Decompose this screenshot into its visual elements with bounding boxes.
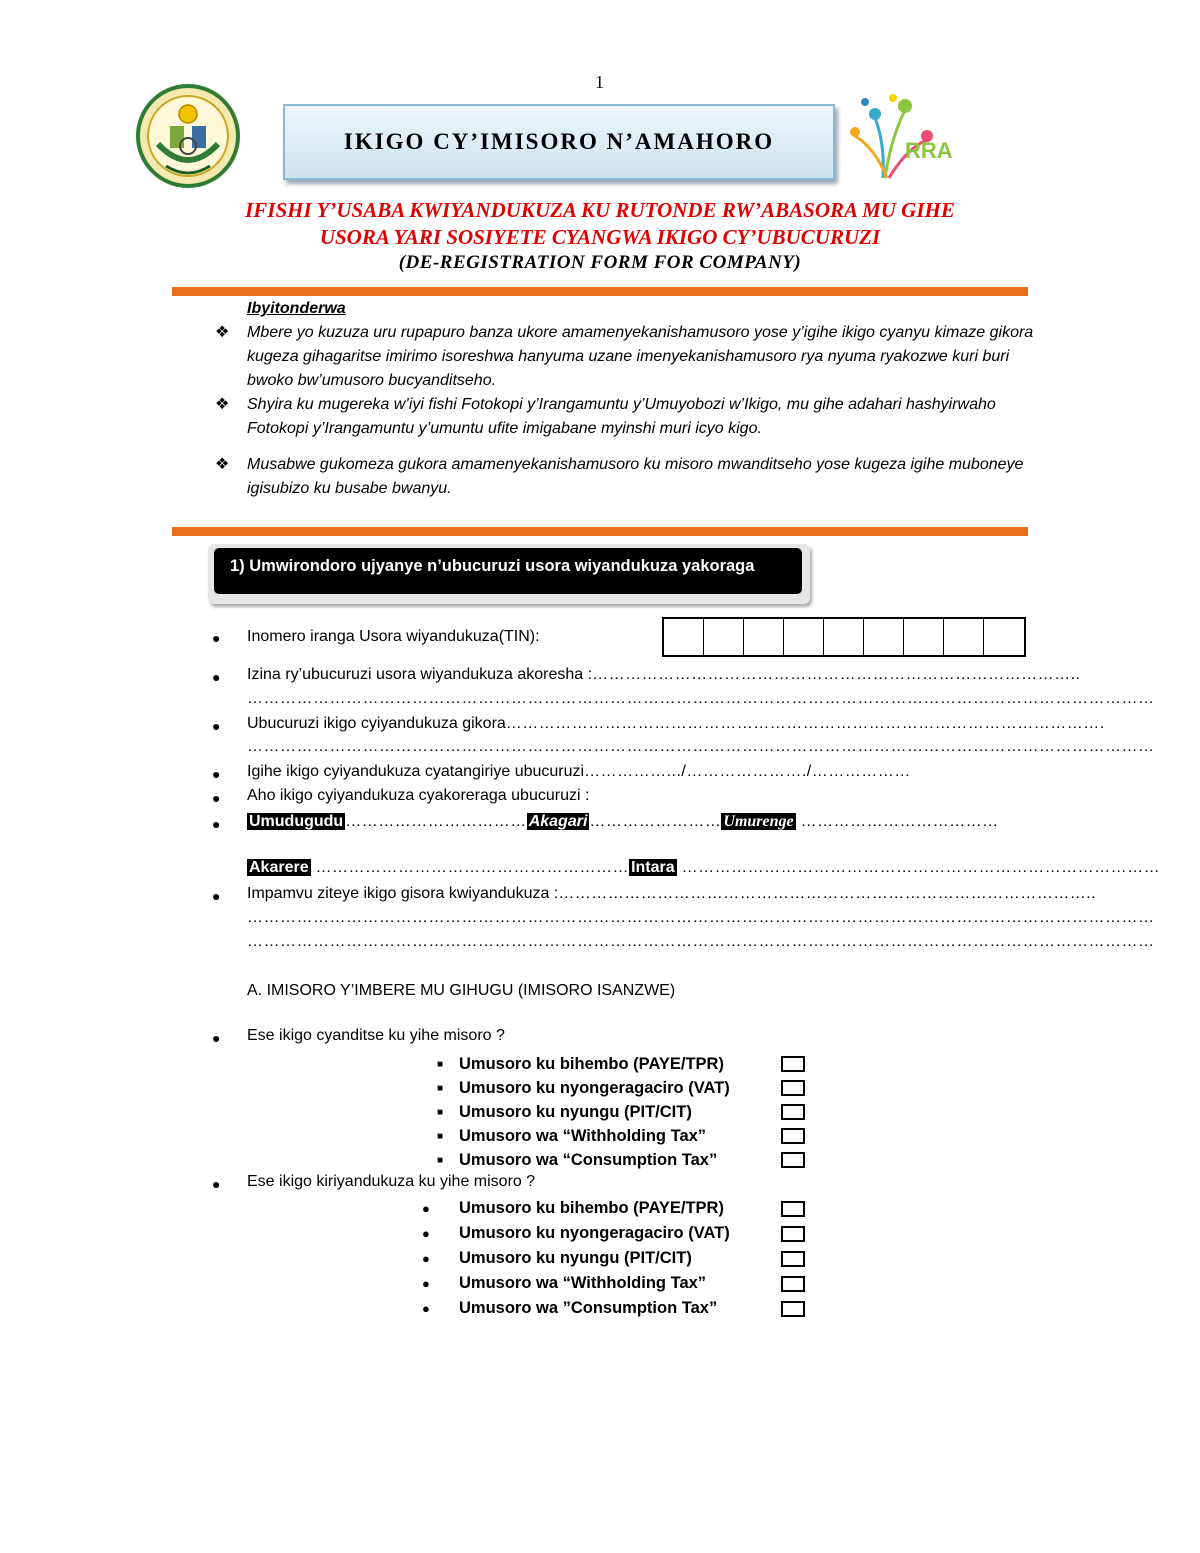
bullet-icon: ●	[422, 1301, 430, 1316]
business-name-label: Izina ry’ubucuruzi usora wiyandukuza akoresha :	[247, 666, 593, 683]
list-item: ● Umusoro ku nyongeragaciro (VAT)	[422, 1221, 822, 1246]
bullet-icon: ●	[212, 790, 221, 806]
checkbox[interactable]	[781, 1301, 805, 1317]
checkbox[interactable]	[781, 1226, 805, 1242]
section1-title: 1) Umwirondoro ujyanye n’ubucuruzi usora wiyandukuza yakoraga	[214, 548, 802, 594]
bullet-icon: ●	[422, 1251, 430, 1266]
question-deregister-taxes: Ese ikigo kiriyandukuza ku yihe misoro ?	[247, 1173, 536, 1190]
registered-taxes-list	[437, 1052, 817, 1172]
business-activity-field[interactable]: Ubucuruzi ikigo cyiyandukuza gikora……………………………………………………………………………………………….	[247, 715, 1105, 732]
diamond-bullet-icon: ❖	[215, 396, 230, 413]
checkbox[interactable]	[781, 1056, 805, 1072]
square-bullet-icon: ■	[437, 1082, 444, 1094]
location-label: Aho ikigo cyiyandukuza cyakoreraga ubucuruzi :	[247, 787, 590, 804]
list-item: ● Umusoro ku nyungu (PIT/CIT)	[422, 1246, 822, 1271]
bullet-icon: ●	[212, 1030, 221, 1046]
diamond-bullet-icon: ❖	[215, 456, 230, 473]
dotted-fill-line[interactable]: …………………………………………………………………………………………………………………………………………………	[247, 738, 1155, 755]
tin-digit-box[interactable]	[904, 619, 944, 655]
square-bullet-icon: ■	[437, 1106, 444, 1118]
tin-digit-box[interactable]	[944, 619, 984, 655]
tin-digit-box[interactable]	[744, 619, 784, 655]
bullet-icon: ●	[212, 816, 221, 832]
business-name-field[interactable]: Izina ry’ubucuruzi usora wiyandukuza akoresha :……………………………………………………………………………..	[247, 666, 1081, 683]
akarere-label: Akarere	[249, 859, 309, 876]
tin-digit-box[interactable]	[984, 619, 1024, 655]
list-item: ■ Umusoro ku nyungu (PIT/CIT)	[437, 1100, 817, 1124]
intara-label: Intara	[631, 859, 675, 876]
tin-label: Inomero iranga Usora wiyandukuza(TIN):	[247, 628, 540, 645]
tin-digit-box[interactable]	[784, 619, 824, 655]
location-row-1[interactable]: Umudugudu …………………………… Akagari …………………… Umurenge ………………………………	[249, 813, 999, 830]
section-a-title: A. IMISORO Y’IMBERE MU GIHUGU (IMISORO ISANZWE)	[247, 982, 676, 999]
checkbox[interactable]	[781, 1080, 805, 1096]
list-item: ■ Umusoro ku nyongeragaciro (VAT)	[437, 1076, 817, 1100]
form-title-english: (DE-REGISTRATION FORM FOR COMPANY)	[398, 252, 802, 273]
orange-divider-top	[172, 287, 1028, 296]
bullet-icon: ●	[422, 1201, 430, 1216]
notes-section	[215, 297, 1035, 501]
orange-divider-bottom	[172, 527, 1028, 536]
form-title-line2: USORA YARI SOSIYETE CYANGWA IKIGO CY’UBUCURUZI	[319, 225, 881, 249]
akagari-label: Akagari	[528, 813, 588, 830]
rwanda-seal-logo	[136, 84, 240, 188]
list-item: ● Umusoro wa ”Consumption Tax”	[422, 1296, 822, 1321]
deregister-taxes-list	[422, 1196, 822, 1321]
list-item: ■ Umusoro wa “Withholding Tax”	[437, 1124, 817, 1148]
note-item: ❖ Shyira ku mugereka w’iyi fishi Fotokopi y’Irangamuntu y’Umuyobozi w’Ikigo, mu gihe adahari hashyirwaho Fotokopi y’Irangamuntu y’umuntu ufite imigabane myinshi muri icyo kigo.	[215, 393, 1035, 441]
checkbox[interactable]	[781, 1201, 805, 1217]
reason-field[interactable]: Impamvu ziteye ikigo gisora kwiyandukuza :……………………………………………………………………………………..	[247, 885, 1097, 902]
tin-digit-box[interactable]	[704, 619, 744, 655]
dotted-fill-line[interactable]: …………………………………………………………………………………………………………………………………………………	[247, 909, 1155, 926]
tin-digit-box[interactable]	[664, 619, 704, 655]
bullet-icon: ●	[212, 888, 221, 904]
checkbox[interactable]	[781, 1251, 805, 1267]
checkbox[interactable]	[781, 1104, 805, 1120]
umudugudu-label: Umudugudu	[249, 813, 344, 830]
reason-label: Impamvu ziteye ikigo gisora kwiyandukuza :	[247, 885, 559, 902]
tin-digit-box[interactable]	[824, 619, 864, 655]
bullet-icon: ●	[422, 1276, 430, 1291]
question-registered-taxes: Ese ikigo cyanditse ku yihe misoro ?	[247, 1027, 505, 1044]
bullet-icon: ●	[212, 766, 221, 782]
checkbox[interactable]	[781, 1152, 805, 1168]
square-bullet-icon: ■	[437, 1058, 444, 1070]
rra-logo-text: RRA	[905, 138, 953, 163]
checkbox[interactable]	[781, 1128, 805, 1144]
dotted-fill-line[interactable]: …………………………………………………………………………………………………………………………………………………	[247, 933, 1155, 950]
bullet-icon: ●	[212, 1176, 221, 1192]
bullet-icon: ●	[212, 669, 221, 685]
start-date-field[interactable]: Igihe ikigo cyiyandukuza cyatangiriye ubucuruzi…………….../…………………./………………	[247, 763, 911, 780]
list-item: ● Umusoro ku bihembo (PAYE/TPR)	[422, 1196, 822, 1221]
checkbox[interactable]	[781, 1276, 805, 1292]
notes-heading: Ibyitonderwa	[247, 300, 346, 317]
tin-digit-box[interactable]	[864, 619, 904, 655]
diamond-bullet-icon: ❖	[215, 324, 230, 341]
note-item: ❖ Mbere yo kuzuza uru rupapuro banza ukore amamenyekanishamusoro yose y’igihe ikigo cyanyu kimaze gikora kugeza gihagaritse imirimo isoreshwa hanyuma uzane imenyekanishamusoro rya nyuma ryakozwe kuri buri bwoko bw’umusoro bucyanditseho.	[215, 321, 1035, 393]
dotted-fill-line[interactable]: …………………………………………………………………………………………………………………………………………………	[247, 690, 1155, 707]
umurenge-label: Umurenge	[723, 813, 794, 830]
tin-input-boxes[interactable]	[662, 617, 1026, 657]
list-item: ■ Umusoro wa “Consumption Tax”	[437, 1148, 817, 1172]
location-row-2[interactable]: Akarere ………………………………………………… Intara ……………………………………………………………………………	[249, 859, 1161, 876]
activity-label: Ubucuruzi ikigo cyiyandukuza gikora	[247, 715, 506, 732]
bullet-icon: ●	[212, 718, 221, 734]
rra-logo	[845, 88, 955, 183]
square-bullet-icon: ■	[437, 1130, 444, 1142]
form-title-line1: IFISHI Y’USABA KWIYANDUKUZA KU RUTONDE RW’ABASORA MU GIHE	[245, 198, 955, 222]
note-item: ❖ Musabwe gukomeza gukora amamenyekanishamusoro ku misoro mwanditseho yose kugeza igihe muboneye igisubizo ku busabe bwanyu.	[215, 453, 1035, 501]
bullet-icon: ●	[422, 1226, 430, 1241]
organization-title: IKIGO CY’IMISORO N’AMAHORO	[283, 104, 835, 180]
square-bullet-icon: ■	[437, 1154, 444, 1166]
start-date-label: Igihe ikigo cyiyandukuza cyatangiriye ubucuruzi	[247, 763, 585, 780]
page-number: 1	[595, 72, 604, 92]
list-item: ■ Umusoro ku bihembo (PAYE/TPR)	[437, 1052, 817, 1076]
bullet-icon: ●	[212, 630, 221, 646]
list-item: ● Umusoro wa “Withholding Tax”	[422, 1271, 822, 1296]
